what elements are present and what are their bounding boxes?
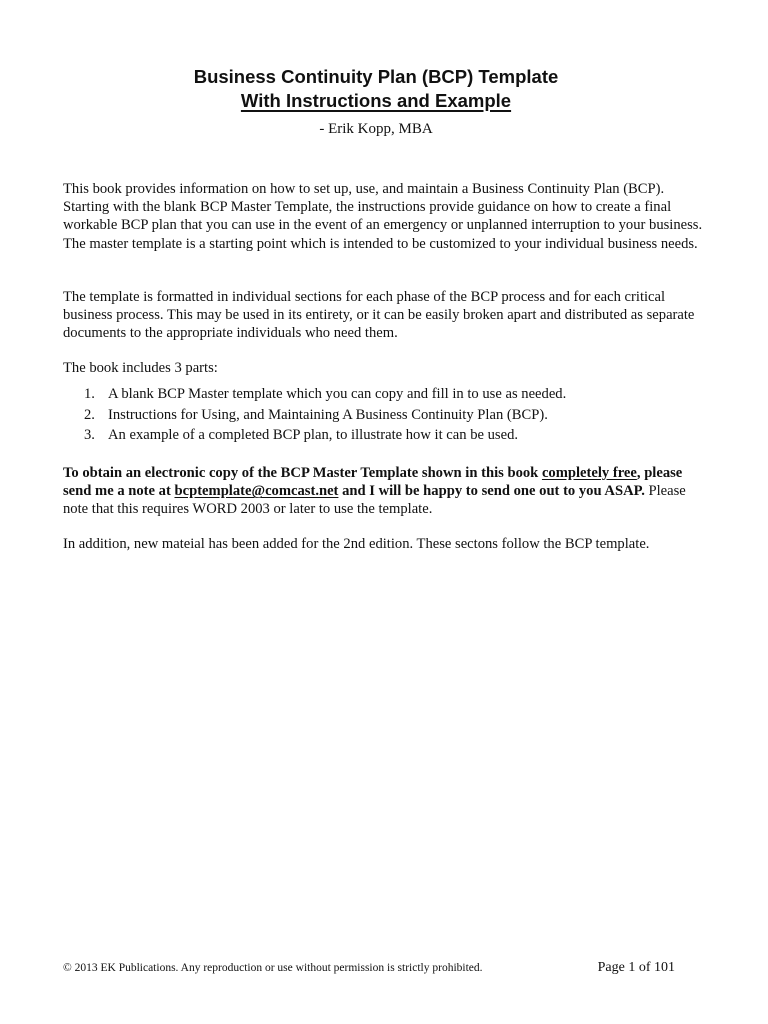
offer-text-c: and I will be happy to send one out to you ASAP. xyxy=(338,483,645,500)
page-number: Page 1 of 101 xyxy=(597,960,675,975)
intro-paragraph: This book provides information on how to set up, use, and maintain a Business Continuity Plan (BCP). Starting with the blank BCP Master Template, the instructions provide guidance on how to create a final workable BCP plan that you can use in the event of an emergency or unplanned interruption to your business. The master template is a starting point which is intended to be customized to your individual business needs. xyxy=(63,181,703,252)
parts-intro: The book includes 3 parts: xyxy=(63,360,218,376)
document-title: Business Continuity Plan (BCP) Template xyxy=(193,66,559,87)
offer-text-a: To obtain an electronic copy of the BCP Master Template shown in this book xyxy=(63,465,542,481)
list-item xyxy=(84,425,704,446)
document-subtitle: With Instructions and Example xyxy=(240,90,512,111)
email-link[interactable]: bcptemplate@comcast.net xyxy=(174,483,339,500)
free-copy-paragraph xyxy=(63,464,703,519)
format-paragraph: The template is formatted in individual sections for each phase of the BCP process and for each critical business process. This may be used in its entirety, or it can be easily broken apart and distributed as separate documents to the appropriate individuals who need them. xyxy=(63,289,695,342)
list-item-text: Instructions for Using, and Maintaining A Business Continuity Plan (BCP). xyxy=(108,406,548,423)
edition-note-paragraph: In addition, new mateial has been added for the 2nd edition. These sectons follow the BCP template. xyxy=(63,536,650,552)
document-author: - Erik Kopp, MBA xyxy=(319,121,433,137)
list-item xyxy=(84,384,704,405)
offer-text-b: , please send me a note at xyxy=(63,465,683,500)
list-item xyxy=(84,405,704,426)
offer-note: Please note that this requires WORD 2003 or later to use the template. xyxy=(63,483,686,518)
list-item-number: 2. xyxy=(84,406,95,423)
list-item-number: 1. xyxy=(84,386,95,402)
completely-free-link[interactable]: completely free xyxy=(541,465,637,481)
list-item-text: A blank BCP Master template which you can copy and fill in to use as needed. xyxy=(108,386,567,402)
list-item-text: An example of a completed BCP plan, to illustrate how it can be used. xyxy=(108,427,519,443)
copyright-notice: © 2013 EK Publications. Any reproduction or use without permission is strictly prohibited. xyxy=(63,962,483,974)
parts-list xyxy=(84,384,704,446)
list-item-number: 3. xyxy=(84,427,95,443)
